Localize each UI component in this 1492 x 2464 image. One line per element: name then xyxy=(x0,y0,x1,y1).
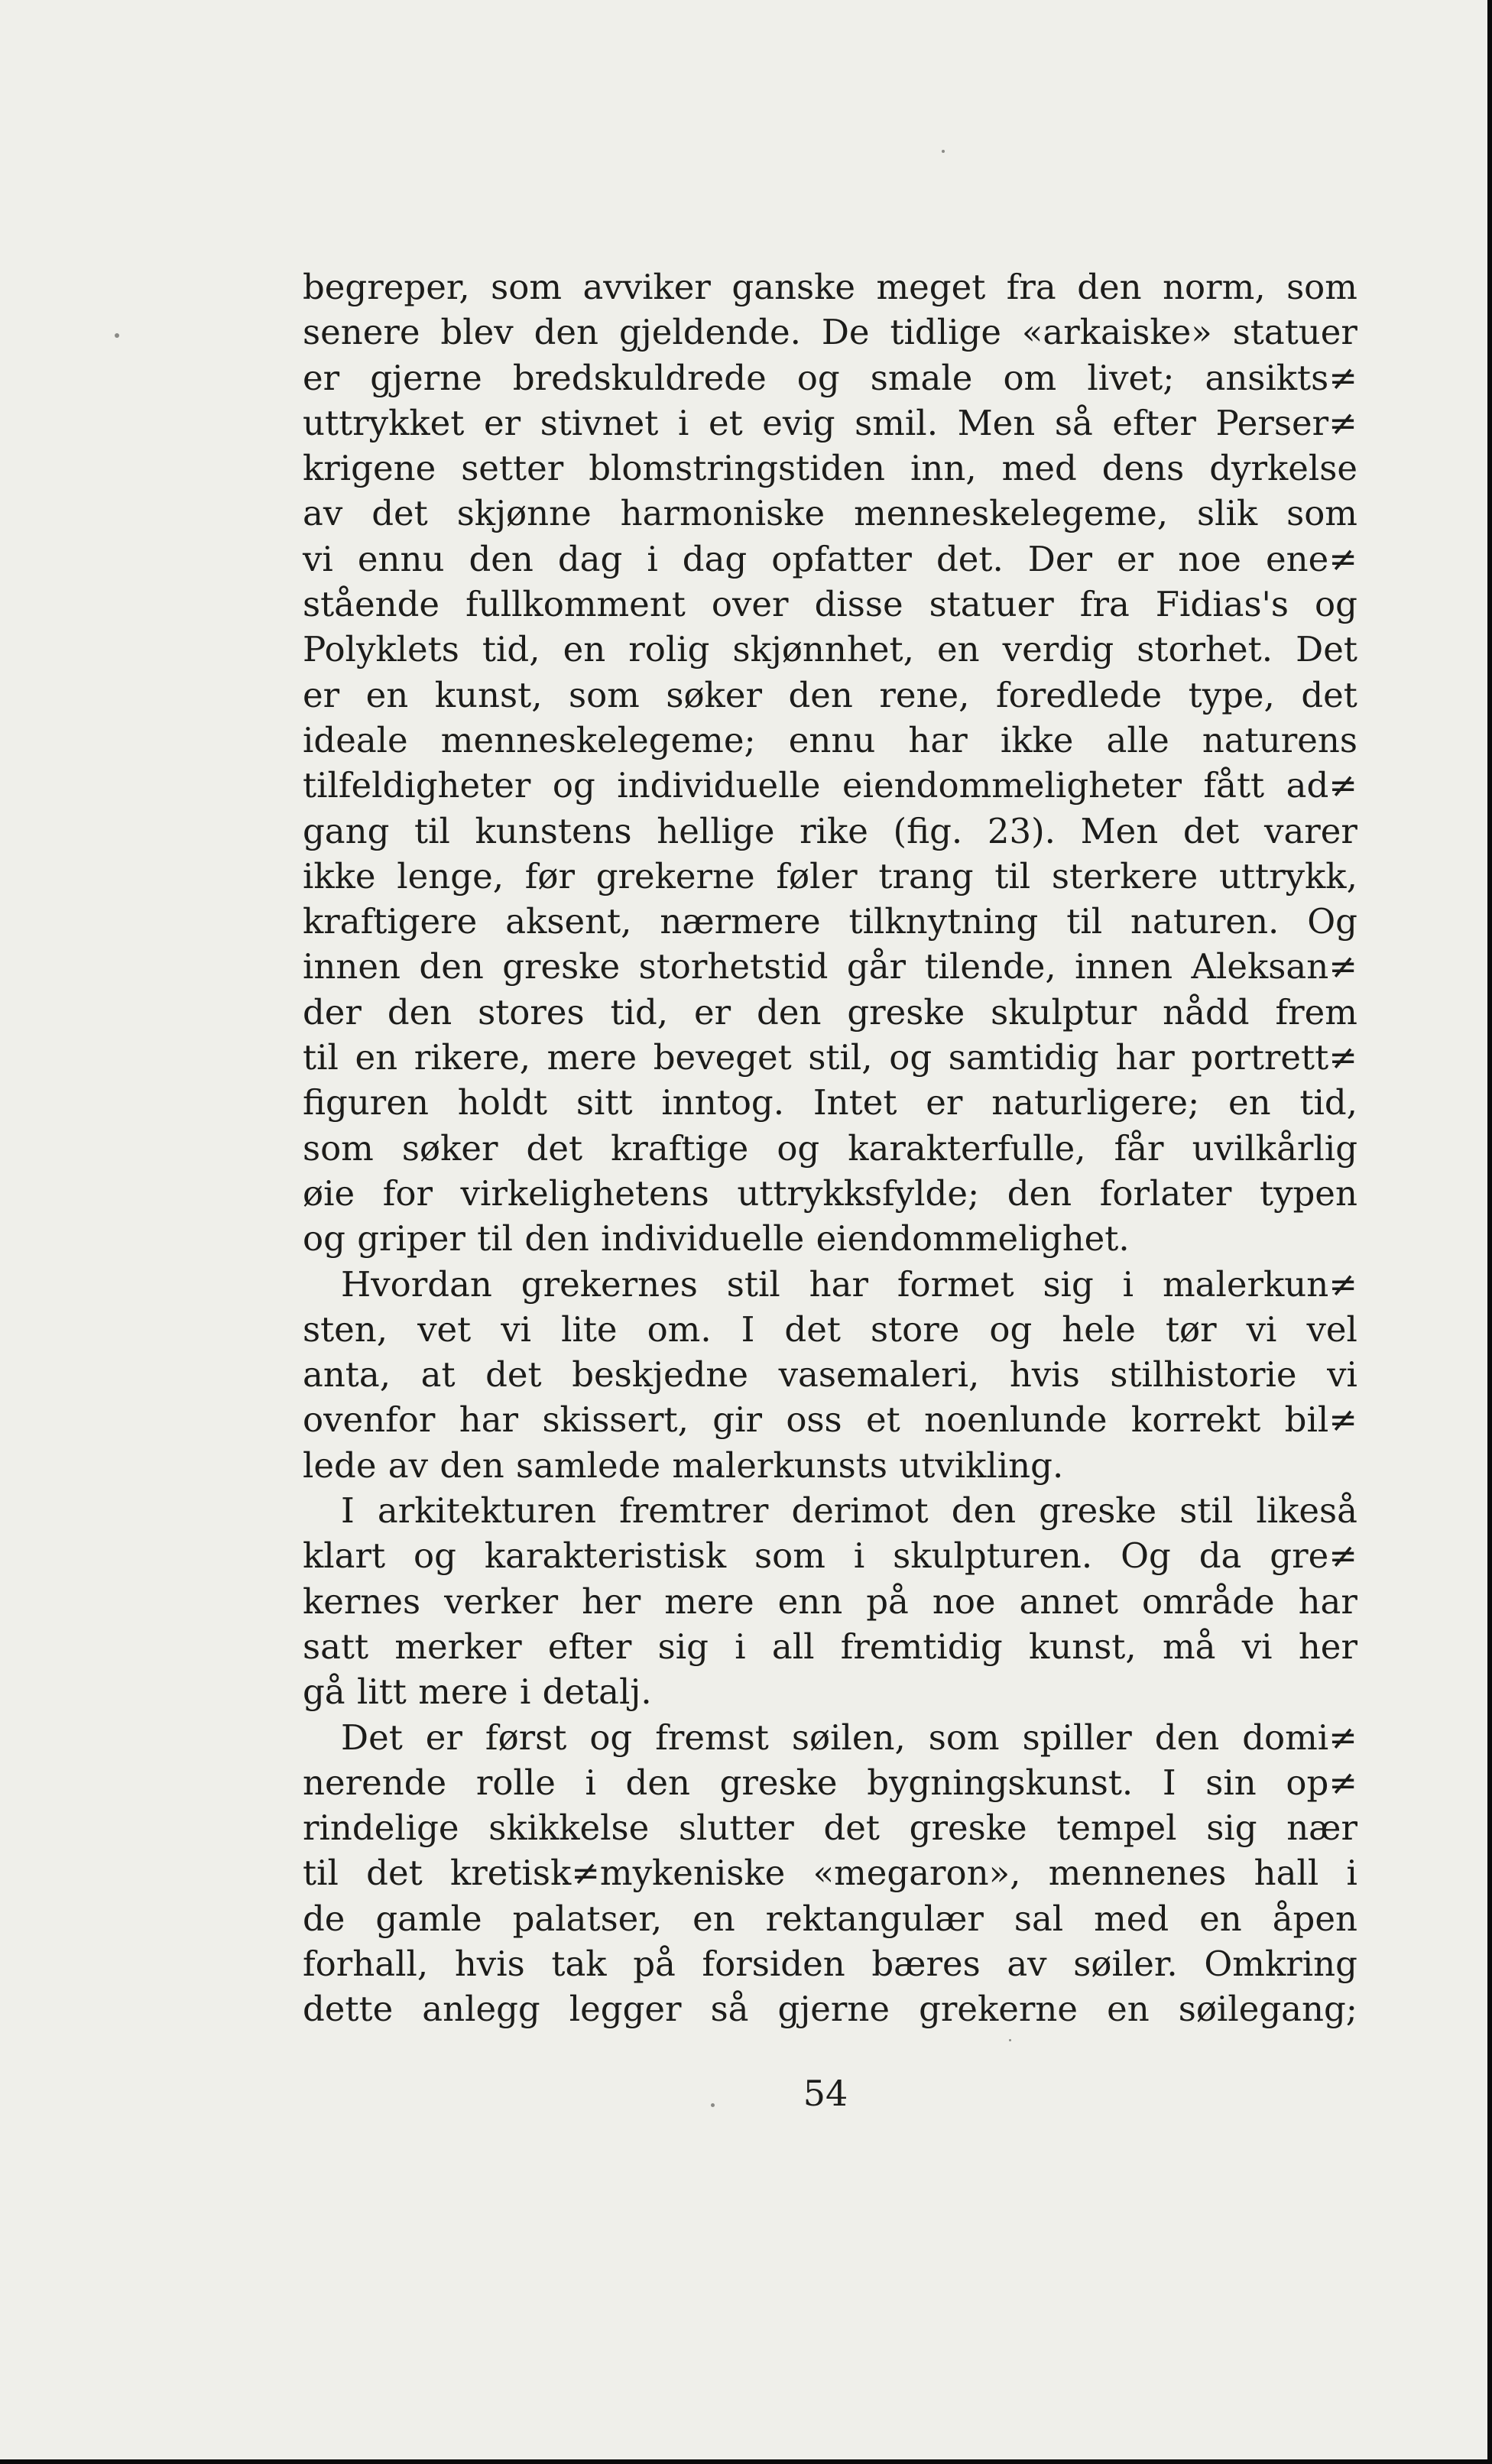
text-line: lede av den samlede malerkunsts utvikling. xyxy=(303,1444,1064,1486)
text-line: forhall, hvis tak på forsiden bæres av søiler. Omkring xyxy=(303,1943,1357,1984)
speck xyxy=(942,150,945,153)
text-line: ideale menneskelegeme; ennu har ikke alle naturens xyxy=(303,719,1357,760)
text-line: ikke lenge, før grekerne føler trang til sterkere uttrykk, xyxy=(303,855,1357,896)
text-line: gå litt mere i detalj. xyxy=(303,1671,652,1713)
text-line: kernes verker her mere enn på noe annet område har xyxy=(303,1581,1357,1622)
text-line: Polyklets tid, en rolig skjønnhet, en verdig storhet. Det xyxy=(303,629,1357,670)
text-line: og griper til den individuelle eiendommelighet. xyxy=(303,1218,1130,1260)
speck xyxy=(115,333,119,338)
page-number: 54 xyxy=(803,2073,848,2114)
text-line: tilfeldigheter og individuelle eiendommeligheter fått ad≠ xyxy=(303,765,1357,806)
text-line: sten, vet vi lite om. I det store og hele tør vi vel xyxy=(303,1308,1357,1350)
text-line: figuren holdt sitt inntog. Intet er naturligere; en tid, xyxy=(303,1082,1357,1123)
text-line: Hvordan grekernes stil har formet sig i malerkun≠ xyxy=(341,1263,1357,1305)
text-line: I arkitekturen fremtrer derimot den greske stil likeså xyxy=(341,1490,1357,1532)
text-line: Det er først og fremst søilen, som spiller den domi≠ xyxy=(341,1717,1357,1758)
text-line: dette anlegg legger så gjerne grekerne en søilegang; xyxy=(303,1989,1357,2030)
text-line: øie for virkelighetens uttrykksfylde; den forlater typen xyxy=(303,1172,1357,1214)
text-line: krigene setter blomstringstiden inn, med dens dyrkelse xyxy=(303,448,1357,489)
text-line: kraftigere aksent, nærmere tilknytning til naturen. Og xyxy=(303,901,1357,942)
text-line: anta, at det beskjedne vasemaleri, hvis stilhistorie vi xyxy=(303,1354,1357,1396)
text-line: til det kretisk≠mykeniske «megaron», mennenes hall i xyxy=(303,1853,1357,1894)
text-line: ovenfor har skissert, gir oss et noenlunde korrekt bil≠ xyxy=(303,1399,1357,1441)
text-line: som søker det kraftige og karakterfulle, får uvilkårlig xyxy=(303,1127,1357,1169)
text-line: gang til kunstens hellige rike (fig. 23). Men det varer xyxy=(303,810,1357,851)
text-line: begreper, som avviker ganske meget fra den norm, som xyxy=(303,267,1357,307)
text-line: av det skjønne harmoniske menneskelegeme, slik som xyxy=(303,493,1357,534)
text-line: nerende rolle i den greske bygningskunst. I sin op≠ xyxy=(303,1762,1357,1803)
text-line: der den stores tid, er den greske skulptur nådd frem xyxy=(303,991,1357,1033)
text-line: innen den greske storhetstid går tilende, innen Aleksan≠ xyxy=(303,946,1357,987)
text-line: de gamle palatser, en rektangulær sal med en åpen xyxy=(303,1898,1357,1939)
speck xyxy=(1009,2039,1011,2041)
text-line: er gjerne bredskuldrede og smale om livet; ansikts≠ xyxy=(303,357,1357,398)
text-line: senere blev den gjeldende. De tidlige «arkaiske» statuer xyxy=(303,312,1357,353)
text-line: uttrykket er stivnet i et evig smil. Men så efter Perser≠ xyxy=(303,402,1357,443)
text-line: rindelige skikkelse slutter det greske tempel sig nær xyxy=(303,1807,1357,1849)
text-line: stående fullkomment over disse statuer fra Fidias's og xyxy=(303,584,1357,625)
text-line: klart og karakteristisk som i skulpturen. Og da gre≠ xyxy=(303,1535,1357,1577)
speck xyxy=(711,2103,715,2107)
text-line: vi ennu den dag i dag opfatter det. Der er noe ene≠ xyxy=(303,538,1357,579)
text-line: er en kunst, som søker den rene, foredlede type, det xyxy=(303,674,1357,715)
text-line: satt merker efter sig i all fremtidig kunst, må vi her xyxy=(303,1626,1357,1667)
body-text xyxy=(303,264,1357,2032)
text-line: til en rikere, mere beveget stil, og samtidig har portrett≠ xyxy=(303,1037,1357,1078)
